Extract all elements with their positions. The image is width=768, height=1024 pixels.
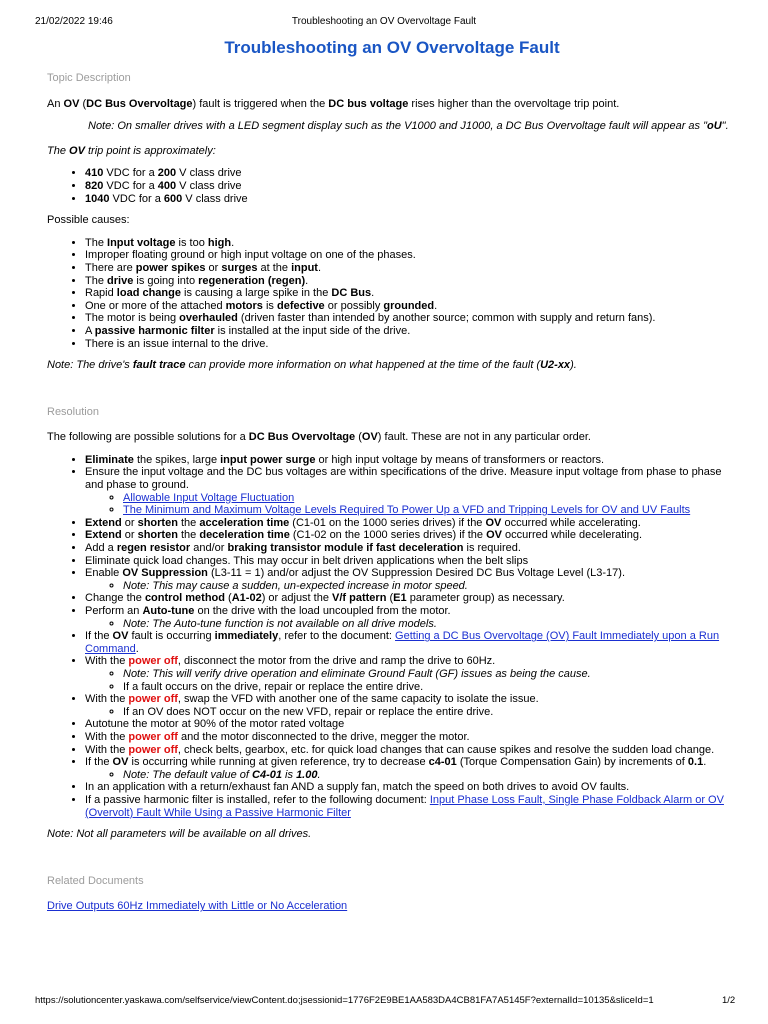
list-item: • With the power off, disconnect the motor from the drive and ramp the drive to 60Hz. ◦ Note: This will verify drive operation and eliminate Ground Fault (GF) issues as being the cause. ◦ If a fault occurs on the drive, repair or replace the entire drive. <box>85 655 737 693</box>
intro-paragraph: An OV (DC Bus Overvoltage) fault is triggered when the DC bus voltage rises higher than the overvoltage trip point. <box>47 97 620 110</box>
sub-list <box>85 618 737 631</box>
intro-note: Note: On smaller drives with a LED segment display such as the V1000 and J1000, a DC Bus Overvoltage fault will appear as "oU". <box>88 120 729 133</box>
print-header-title: Troubleshooting an OV Overvoltage Fault <box>291 16 477 27</box>
list-item <box>123 504 737 517</box>
link-drive-outputs-60hz[interactable]: Drive Outputs 60Hz Immediately with Little or No Acceleration <box>47 900 348 913</box>
link-ov-fault-immediately[interactable]: Getting a DC Bus Overvoltage (OV) Fault Immediately upon a Run Command <box>85 630 720 655</box>
fault-trace-note: Note: The drive's fault trace can provide more information on what happened at the time of the fault (U2-xx). <box>47 359 577 372</box>
list-item: • The drive is going into regeneration (regen). <box>85 275 737 288</box>
print-header <box>0 0 768 30</box>
print-url: https://solutioncenter.yaskawa.com/selfservice/viewContent.do;jsessionid=1776F2E9BE1AA583DA4CB81FA7A5145F?externalId=10135&sliceId=1 <box>35 995 654 1006</box>
sub-list <box>85 492 737 517</box>
sub-list <box>85 668 737 693</box>
list-item: • Autotune the motor at 90% of the motor rated voltage <box>85 718 737 731</box>
list-item: • With the power off, check belts, gearbox, etc. for quick load changes that can cause spikes and resolve the sudden load change. <box>85 744 737 757</box>
list-item: • If the OV fault is occurring immediately, refer to the document: Getting a DC Bus Overvoltage (OV) Fault Immediately upon a Run Command. <box>85 630 737 655</box>
list-item: • There is an issue internal to the drive. <box>85 338 737 351</box>
list-item: • In an application with a return/exhaust fan AND a supply fan, match the speed on both drives to avoid OV faults. <box>85 781 737 794</box>
list-item: ◦ Note: This may cause a sudden, un-expected increase in motor speed. <box>123 580 737 593</box>
trip-point-intro: The OV trip point is approximately: <box>47 144 216 157</box>
list-item: • Eliminate the spikes, large input power surge or high input voltage by means of transformers or reactors. <box>85 454 737 467</box>
list-item: • Perform an Auto-tune on the drive with the load uncoupled from the motor. ◦ Note: The Auto-tune function is not available on all drive models. <box>85 605 737 630</box>
list-item: • 1040 VDC for a 600 V class drive <box>85 193 737 206</box>
list-item: • 820 VDC for a 400 V class drive <box>85 180 737 193</box>
link-min-max-voltage-levels[interactable]: The Minimum and Maximum Voltage Levels Required To Power Up a VFD and Tripping Levels for OV and UV Faults <box>123 504 691 517</box>
list-item: • Rapid load change is causing a large spike in the DC Bus. <box>85 287 737 300</box>
sub-list <box>85 580 737 593</box>
link-passive-harmonic-filter[interactable]: Input Phase Loss Fault, Single Phase Foldback Alarm or OV (Overvolt) Fault While Using a Passive Harmonic Filter <box>85 793 724 819</box>
list-item: • Change the control method (A1-02) or adjust the V/f pattern (E1 parameter group) as necessary. <box>85 592 737 605</box>
list-item: • Improper floating ground or high input voltage on one of the phases. <box>85 249 737 262</box>
section-spacer <box>47 382 737 406</box>
page-number: 1/2 <box>722 995 736 1006</box>
list-item: • The Input voltage is too high. <box>85 237 737 250</box>
list-item: ◦ Note: The default value of C4-01 is 1.00. <box>123 769 737 782</box>
topic-description-heading: Topic Description <box>47 72 131 84</box>
list-item: • A passive harmonic filter is installed at the input side of the drive. <box>85 325 737 338</box>
section-spacer <box>47 851 737 875</box>
list-item: • Add a regen resistor and/or braking transistor module if fast deceleration is required. <box>85 542 737 555</box>
list-item: • Enable OV Suppression (L3-11 = 1) and/or adjust the OV Suppression Desired DC Bus Voltage Level (L3-17). ◦ Note: This may cause a sudden, un-expected increase in motor speed. <box>85 567 737 592</box>
list-item: ◦ If an OV does NOT occur on the new VFD, repair or replace the entire drive. <box>123 706 737 719</box>
resolution-heading: Resolution <box>47 405 99 418</box>
causes-list <box>47 237 737 350</box>
related-documents-list <box>47 900 737 913</box>
final-note: Note: Not all parameters will be available on all drives. <box>47 828 312 841</box>
sub-list <box>85 706 737 719</box>
list-item: • If a passive harmonic filter is installed, refer to the following document: Input Phase Loss Fault, Single Phase Foldback Alarm or OV (Overvolt) Fault While Using a Passive Harmonic Filter <box>85 794 737 819</box>
possible-causes-label: Possible causes: <box>47 214 130 227</box>
list-item <box>123 492 737 505</box>
list-item: • With the power off, swap the VFD with another one of the same capacity to isolate the issue. ◦ If an OV does NOT occur on the new VFD, repair or replace the entire drive. <box>85 693 737 718</box>
list-item: • One or more of the attached motors is defective or possibly grounded. <box>85 300 737 313</box>
related-documents-heading: Related Documents <box>47 874 144 887</box>
list-item: ◦ If a fault occurs on the drive, repair or replace the entire drive. <box>123 681 737 694</box>
trip-point-list <box>47 167 737 205</box>
print-datetime: 21/02/2022 19:46 <box>35 16 113 27</box>
list-item: • Eliminate quick load changes. This may occur in belt driven applications when the belt slips <box>85 555 737 568</box>
resolution-intro: The following are possible solutions for a DC Bus Overvoltage (OV) fault. These are not in any particular order. <box>47 431 591 444</box>
list-item: • There are power spikes or surges at the input. <box>85 262 737 275</box>
list-item: • Extend or shorten the acceleration time (C1-01 on the 1000 series drives) if the OV occurred while accelerating. <box>85 517 737 530</box>
list-item: ◦ Note: The Auto-tune function is not available on all drive models. <box>123 618 737 631</box>
list-item: • Extend or shorten the deceleration time (C1-02 on the 1000 series drives) if the OV occurred while decelerating. <box>85 529 737 542</box>
list-item: • 410 VDC for a 200 V class drive <box>85 167 737 180</box>
article-title: Troubleshooting an OV Overvoltage Fault <box>224 38 560 57</box>
list-item: • If the OV is occurring while running at given reference, try to decrease c4-01 (Torque Compensation Gain) by increments of 0.1. ◦ Note: The default value of C4-01 is 1.00. <box>85 756 737 781</box>
list-item: ◦ Note: This will verify drive operation and eliminate Ground Fault (GF) issues as being the cause. <box>123 668 737 681</box>
list-item: • Ensure the input voltage and the DC bus voltages are within specifications of the drive. Measure input voltage from phase to phase and phase to ground. ◦ Allowable Input Voltage Fluctuation ◦ The Minimum and Maximum Voltage Levels Required To Power Up a VFD and Tripping Levels for OV and UV Faults <box>85 466 737 516</box>
sub-list <box>85 769 737 782</box>
list-item: • With the power off and the motor disconnected to the drive, megger the motor. <box>85 731 737 744</box>
solutions-list <box>47 454 737 819</box>
article-content <box>47 38 737 913</box>
link-allowable-input-voltage[interactable]: Allowable Input Voltage Fluctuation <box>123 491 295 504</box>
list-item: • The motor is being overhauled (driven faster than intended by another source; common with supply and return fans). <box>85 312 737 325</box>
